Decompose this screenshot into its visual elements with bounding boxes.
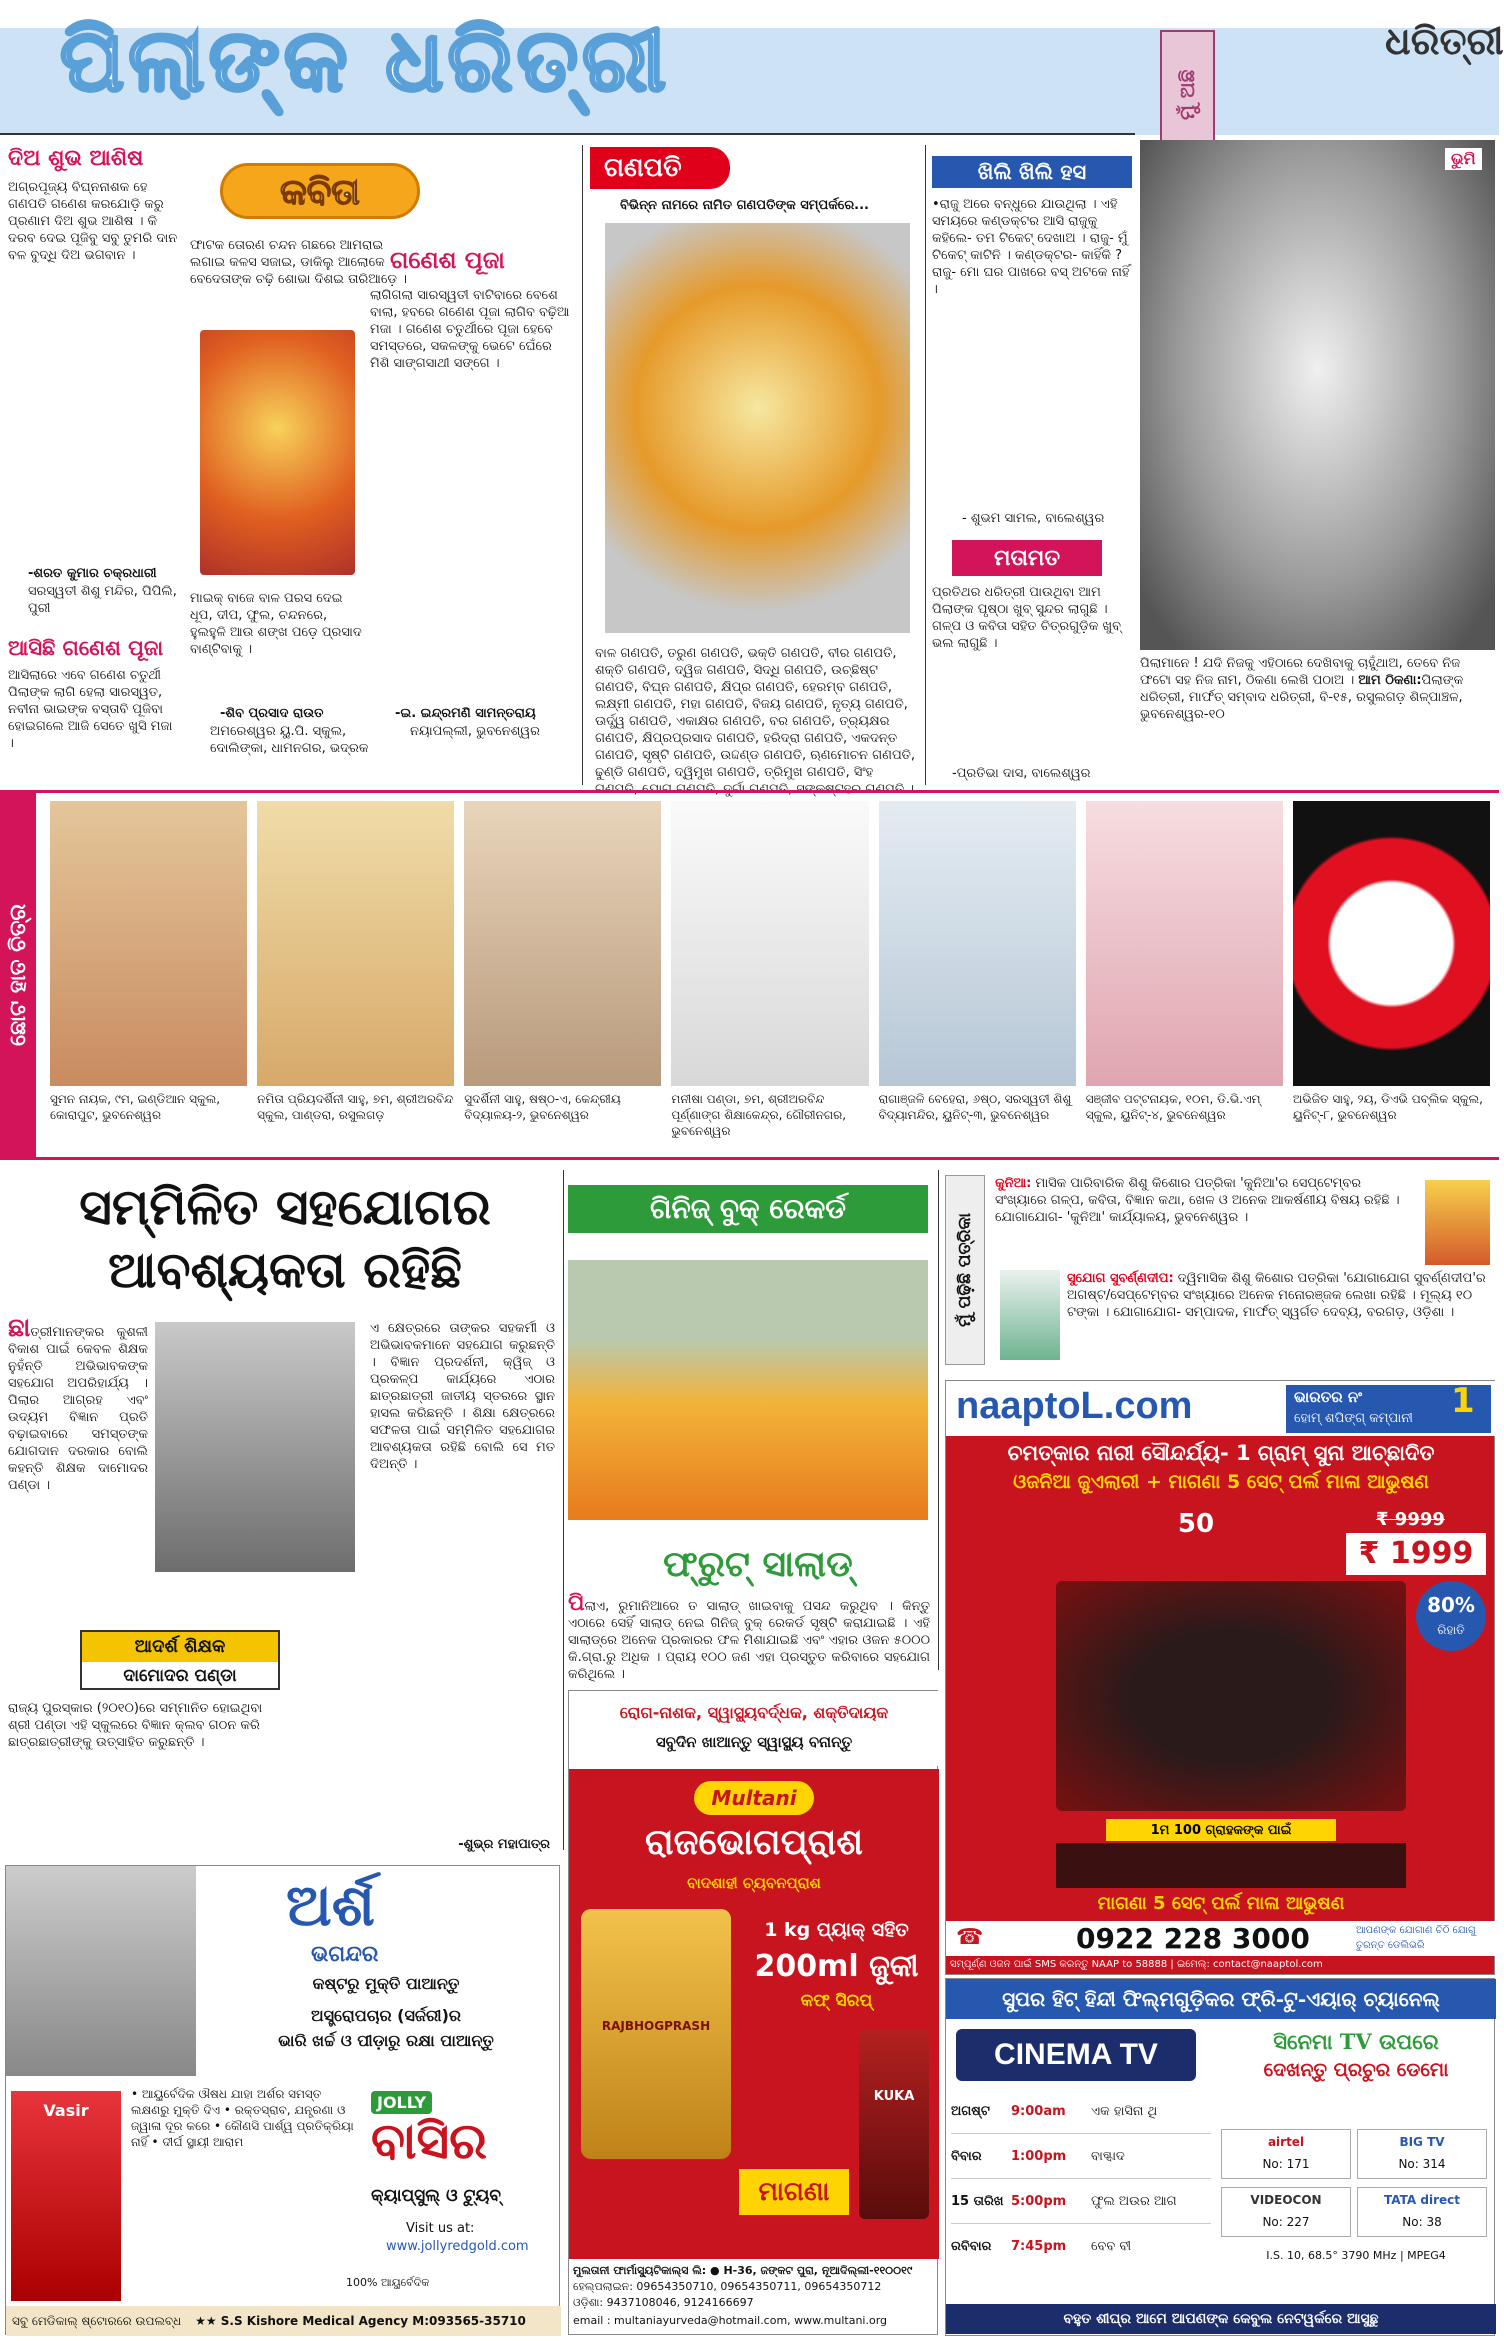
cinema-tagline-2: ଦେଖନ୍ତୁ ପ୍ରଚୁର ଡେମୋ bbox=[1263, 2059, 1449, 2081]
drawing-card bbox=[1293, 801, 1490, 1153]
arsha-line-2: ଅସ୍ତ୍ରୋପଚାର (ସର୍ଜରୀ)ର bbox=[310, 2006, 462, 2025]
multani-top-1: ରୋଗ-ନାଶକ, ସ୍ୱାସ୍ଥ୍ୟବର୍ଦ୍ଧକ, ଶକ୍ତିଦାୟକ bbox=[619, 1703, 889, 1722]
drawing-image bbox=[257, 801, 454, 1086]
naaptol-pearl: ମାଗଣା 5 ସେଟ୍ ପର୍ଲ ମାଳା ଆଭୁଷଣ bbox=[1097, 1893, 1345, 1914]
feature-left-2: ରାଜ୍ୟ ପୁରସ୍କାର (୨୦୧୦)ରେ ସମ୍ମାନିତ ହୋଇଥିବା ଶ୍ରୀ ପଣ୍ଡା ଏହି ସ୍କୁଲରେ ବିଜ୍ଞାନ କ୍ଲବ ଗଠନ କରି ଛାତ୍ରଛାତ୍ରୀଙ୍କୁ ଉତ୍ସାହିତ କରୁଛନ୍ତି । bbox=[8, 1701, 263, 1750]
naaptol-tag-sub: ହୋମ୍ ଶପିଙ୍ଗ୍ କମ୍ପାନୀ bbox=[1294, 1411, 1413, 1426]
naaptol-price: ₹ 1999 bbox=[1358, 1536, 1474, 1571]
masthead-title: ପିଲାଙ୍କ ଧରିତ୍ରୀ bbox=[60, 10, 671, 111]
bhumi-column bbox=[1140, 10, 1495, 785]
schedule-time: 1:00pm bbox=[1011, 2148, 1067, 2164]
naaptol-ad bbox=[945, 1380, 1495, 1975]
blessing-school: ସରସ୍ୱତୀ ଶିଶୁ ମନ୍ଦିର, ପିପିଲି, ପୁରୀ bbox=[28, 584, 177, 616]
drawing-image bbox=[671, 801, 868, 1086]
opinion-banner-label: ମତାମତ bbox=[993, 545, 1061, 571]
naaptol-brand: naaptoL.com bbox=[956, 1385, 1193, 1427]
schedule-day: 15 ତାରିଖ bbox=[951, 2193, 1004, 2209]
poem-column bbox=[190, 145, 578, 785]
feature-byline: -ଶୁଭ୍ର ମହାପାତ୍ର bbox=[458, 1837, 550, 1852]
blessing-author: -ଶରତ କୁମାର ଚକ୍ରଧାରୀ bbox=[28, 566, 157, 581]
channel-name: TATA direct bbox=[1384, 2193, 1460, 2207]
schedule-day: ବିବାର bbox=[951, 2148, 982, 2164]
naaptol-phone[interactable]: 0922 228 3000 bbox=[1076, 1922, 1310, 1955]
cinema-schedule bbox=[951, 2089, 1211, 2279]
drawing-image bbox=[879, 801, 1076, 1086]
opinion-credit: -ପ୍ରତିଭା ଦାସ, ବାଲେଶ୍ୱର bbox=[952, 766, 1091, 781]
blessing-heading: ଦିଅ ଶୁଭ ଆଶିଷ bbox=[8, 145, 144, 171]
multani-jar bbox=[581, 1909, 731, 2159]
arsha-footer-left: ସବୁ ମେଡିକାଲ୍ ଷ୍ଟୋରରେ ଉପଲବ୍ଧ bbox=[12, 2314, 182, 2328]
cinema-freq: I.S. 10, 68.5° 3790 MHz | MPEG4 bbox=[1266, 2249, 1446, 2262]
multani-top bbox=[569, 1691, 939, 1766]
naaptol-offer-bar bbox=[1106, 1819, 1336, 1841]
feature-dropcap: ଛା bbox=[8, 1313, 31, 1343]
schedule-row bbox=[951, 2224, 1211, 2268]
arsha-pack-label: Vasir bbox=[43, 2101, 89, 2120]
drawing-card bbox=[879, 801, 1076, 1153]
multani-help: ହେଲ୍ପଲାଇନ: 09654350710, 09654350711, 09654350712 bbox=[573, 2280, 882, 2293]
drawing-image bbox=[1086, 801, 1283, 1086]
phone-icon: ☎ bbox=[956, 1925, 984, 1950]
poem-subheading: ଗଣେଶ ପୂଜା bbox=[390, 245, 505, 274]
bhumi-caption-lead: ପିଲାମାନେ ! ଯଦି ନିଜକୁ ଏହିଠାରେ ଦେଖିବାକୁ ଚାହୁଁଥାଅ, ତେବେ ନିଜ ଫଟୋ ସହ ନିଜ ନାମ, ଠିକଣା ଲେଖି ପଠାଅ । bbox=[1140, 656, 1461, 688]
arsha-line-1: କଷ୍ଟରୁ ମୁକ୍ତି ପାଆନ୍ତୁ bbox=[312, 1974, 460, 1993]
arsha-visit: Visit us at: bbox=[406, 2221, 475, 2236]
schedule-row bbox=[951, 2179, 1211, 2224]
fun-credit: - ଶୁଭମ ସାମଲ, ବାଲେଶ୍ୱର bbox=[962, 511, 1105, 526]
arsha-form: କ୍ୟାପ୍ସୁଲ୍ ଓ ଟ୍ୟୁବ୍ bbox=[371, 2186, 502, 2206]
subarna-body: ଦ୍ୱିମାସିକ ଶିଶୁ କିଶୋର ପତ୍ରିକା 'ଯୋଗାଯୋଗ ସୁବର୍ଣ୍ଣଦୀପ'ର ଅଗଷ୍ଟ/ସେପ୍ଟେମ୍ବର ସଂଖ୍ୟାରେ ଅନେକ ମନୋରଞ୍ଜକ ଲେଖା ରହିଛି । ମୂଲ୍ୟ ୧୦ ଟଙ୍କା । ଯୋଗାଯୋଗ- ସମ୍ପାଦକ, ମାର୍ଫତ୍ ସ୍ୱର୍ଗତ ଦେବ୍ୟ, ବରଗଡ଼, ଓଡ଼ିଶା । bbox=[1067, 1271, 1486, 1320]
naaptol-phone-bar bbox=[946, 1921, 1496, 1956]
blessing-text: ଅଗ୍ରପୂଜ୍ୟ ବିଘ୍ନନାଶକ ହେ ଗଣପତି ଗଣେଶ କରଯୋଡ଼ି କରୁ ପ୍ରଣାମ ଦିଅ ଶୁଭ ଆଶିଷ । କି ଦରବ ଦେଇ ପୂଜିବୁ ସବୁ ତୁମରି ଦାନ ବଳ ବୁଦ୍ଧି ଦିଅ ଭଗବାନ । bbox=[8, 180, 178, 263]
multani-ad bbox=[568, 1690, 938, 2335]
teacher-name: ଦାମୋଦର ପଣ୍ଡା bbox=[123, 1666, 237, 1686]
schedule-film: ଫୁଲ ଅଉର ଆଗ bbox=[1091, 2193, 1177, 2209]
naaptol-badge bbox=[1286, 1381, 1491, 1433]
cinema-banner-text: ସୁପର ହିଟ୍ ହିନ୍ଦୀ ଫିଲ୍ମଗୁଡ଼ିକର ଫ୍ରି-ଟୁ-ଏୟାର୍ ଚ୍ୟାନେଲ୍ bbox=[1002, 1987, 1440, 2011]
guinness-title: ଫ୍ରୁଟ୍ ସାଲାଡ୍ bbox=[663, 1543, 853, 1585]
fruit-salad-photo bbox=[568, 1260, 928, 1520]
schedule-day: ରବିବାର bbox=[951, 2238, 992, 2254]
multani-offer-1: 1 kg ପ୍ୟାକ୍ ସହିତ bbox=[764, 1919, 909, 1941]
fun-banner-label: ଖିଲି ଖିଲି ହସ bbox=[977, 159, 1087, 184]
ganapati-column bbox=[590, 145, 920, 797]
arsha-brand: ବାସିର bbox=[371, 2111, 487, 2170]
arsha-footer bbox=[6, 2306, 561, 2336]
magazine-label-box bbox=[945, 1175, 985, 1365]
kuni-title: କୁନିଆ: bbox=[995, 1176, 1032, 1191]
multani-offer-2: 200ml ଜୁକୀ bbox=[754, 1949, 919, 1984]
multani-bottle-label: KUKA bbox=[873, 2089, 915, 2104]
poem-banner bbox=[220, 163, 420, 219]
teacher-label: ଆଦର୍ଶ ଶିକ୍ଷକ bbox=[82, 1632, 278, 1662]
naaptol-headline-1: ଚମତ୍କାର ନାରୀ ସୌନ୍ଦର୍ଯ୍ୟ- 1 ଗ୍ରାମ୍ ସୁନା ଆଚ୍ଛାଦିତ bbox=[1007, 1441, 1435, 1465]
feature-left bbox=[8, 1313, 148, 1660]
guinness-text bbox=[568, 1590, 930, 1682]
channel-box bbox=[1357, 2187, 1487, 2237]
feature-article bbox=[0, 1170, 560, 1860]
col-divider-4 bbox=[938, 1170, 939, 1670]
guinness-banner bbox=[568, 1185, 928, 1233]
naaptol-tag-num: 1 bbox=[1451, 1381, 1475, 1421]
bhumi-photo bbox=[1140, 140, 1495, 650]
ganapati-banner-label: ଗଣପତି bbox=[604, 153, 682, 183]
multani-offer-3: କଫ୍ ସିରପ୍ bbox=[800, 1991, 873, 2011]
ganapati-banner bbox=[590, 147, 730, 189]
cinema-banner bbox=[946, 1979, 1496, 2019]
magazine-label: ମୁଁ ପଢ଼ିଛି ପତ୍ରିକା bbox=[955, 1213, 975, 1327]
channel-box bbox=[1357, 2129, 1487, 2179]
multani-panel bbox=[569, 1769, 939, 2259]
multani-bottle bbox=[859, 2029, 929, 2219]
masthead-rule bbox=[0, 133, 1135, 135]
drawing-card bbox=[50, 801, 247, 1153]
cinema-logo: CINEMA TV bbox=[994, 2038, 1158, 2071]
poem-author-1: -ଶିବ ପ୍ରସାଦ ରାଉତ bbox=[220, 706, 324, 721]
schedule-film: ବେବ ବୀ bbox=[1091, 2238, 1132, 2254]
fun-column bbox=[932, 150, 1137, 785]
drawing-image bbox=[464, 801, 661, 1086]
drawing-caption: ରାଗାଞ୍ଜଳି ବେହେରା, ୬ଷ୍ଠ, ସରସ୍ୱତୀ ଶିଶୁ ବିଦ୍ୟାମନ୍ଦିର, ୟୁନିଟ୍-୩, ଭୁବନେଶ୍ୱର bbox=[878, 1092, 1072, 1122]
drawing-caption: ନମିତା ପ୍ରିୟଦର୍ଶିନୀ ସାହୁ, ୭ମ, ଶ୍ରୀଅରବିନ୍ଦ ସ୍କୁଲ, ପାଣ୍ଡରା, ରସୁଲଗଡ଼ bbox=[257, 1092, 454, 1122]
cinema-channels bbox=[1221, 2129, 1491, 2239]
gallery-label: ଛୋଟ ହାତ ଚିତ୍ର bbox=[5, 903, 31, 1047]
arsha-model-photo bbox=[6, 1866, 196, 2076]
naaptol-sets: 50 bbox=[1177, 1509, 1215, 1539]
teacher-nameplate bbox=[80, 1630, 280, 1690]
schedule-time: 9:00am bbox=[1011, 2103, 1066, 2119]
subarna-cover bbox=[1000, 1270, 1060, 1360]
feature-title-2: ଆବଶ୍ୟକତା ରହିଛି bbox=[108, 1240, 462, 1299]
arsha-ayur: 100% ଆୟୁର୍ବେଦିକ bbox=[346, 2276, 430, 2289]
arsha-footer-right: ★★ S.S Kishore Medical Agency M:093565-35710 bbox=[195, 2314, 526, 2328]
kuni-text bbox=[995, 1175, 1415, 1265]
multani-maker: ମୁଲତାନୀ ଫାର୍ମାସ୍ୟୁଟିକାଲ୍ସ ଲି: ● H-36, ଜଙ୍କଟ ପୁରା, ନୂଆଦିଲ୍ଲୀ-୧୧୦୦୧୯ bbox=[573, 2264, 913, 2277]
coming-heading: ଆସିଛି ଗଣେଶ ପୂଜା bbox=[8, 635, 164, 660]
cinema-logo-box bbox=[956, 2029, 1196, 2081]
multani-odisha: ଓଡ଼ିଶା: 9437108046, 9124166697 bbox=[573, 2296, 754, 2309]
poem-school-1: ଅମରେଶ୍ୱର ୟୁ.ପି. ସ୍କୁଲ, ଦୋଲିଙ୍କା, ଧାମନଗର, ଭଦ୍ରକ bbox=[210, 724, 369, 756]
drawing-caption: ଅଭିଜିତ ସାହୁ, ୨ୟ, ଡିଏଭି ପବ୍ଲିକ ସ୍କୁଲ, ୟୁନିଟ୍-୮, ଭୁବନେଶ୍ୱର bbox=[1292, 1092, 1483, 1122]
bhumi-ribbon-text: ମୁଁ ଅଛି bbox=[1175, 69, 1199, 121]
kuni-cover bbox=[1425, 1180, 1490, 1265]
bhumi-caption-bold: ଆମ ଠିକଣା: bbox=[1358, 673, 1422, 688]
schedule-time: 5:00pm bbox=[1011, 2193, 1067, 2209]
schedule-film: ଏକ ହାସିନା ଥି bbox=[1091, 2103, 1158, 2119]
naaptol-phone-side: ଆପଣଙ୍କ ଯୋଗାଣ ଚିଠି ଯୋଗୁ ତୁରନ୍ତ ଡେଲିଭରି bbox=[1356, 1925, 1476, 1951]
opinion-text: ପ୍ରତିଥର ଧରିତ୍ରୀ ପାଉଥିବା ଆମ ପିଲାଙ୍କ ପୃଷ୍ଠା ଖୁବ୍ ସୁନ୍ଦର ଲାଗୁଛି । ଗଳ୍ପ ଓ କବିତା ସହିତ ଚିତ୍ରଗୁଡ଼ିକ ଖୁବ୍ ଭଲ ଲାଗୁଛି । bbox=[932, 585, 1122, 651]
naaptol-headline-2: ଓଜନିଆ ଜୁଏଲାରୀ + ମାଗଣା 5 ସେଟ୍ ପର୍ଲ ମାଳା ଆଭୁଷଣ bbox=[1013, 1471, 1429, 1493]
subarna-title: ସୁଯୋଗ ସୁବର୍ଣ୍ଣଦୀପ: bbox=[1067, 1271, 1174, 1286]
naaptol-tag-top: ଭାରତର ନଂ bbox=[1294, 1388, 1363, 1406]
arsha-jolly: JOLLY bbox=[371, 2091, 432, 2114]
naaptol-sets-badge bbox=[1166, 1509, 1226, 1549]
multani-sub: ବାଦଶାହୀ ଚ୍ୟବନପ୍ରାଶ bbox=[687, 1874, 821, 1892]
fun-banner bbox=[932, 156, 1132, 188]
channel-number: No: 171 bbox=[1262, 2157, 1310, 2171]
feature-mid: ଏ କ୍ଷେତ୍ରରେ ତାଙ୍କର ସହକର୍ମୀ ଓ ଅଭିଭାବକମାନେ ସହଯୋଗ କରୁଛନ୍ତି । ବିଜ୍ଞାନ ପ୍ରଦର୍ଶନୀ, କ୍ୱିଜ୍ ଓ ପ୍ରକଳ୍ପ କାର୍ଯ୍ୟରେ ଏଠାର ଛାତ୍ରଛାତ୍ରୀ ଜାତୀୟ ସ୍ତରରେ ସ୍ଥାନ ହାସଲ କରିଛନ୍ତି । ଶିକ୍ଷା କ୍ଷେତ୍ରରେ ସଫଳତା ପାଇଁ ସମ୍ମିଳିତ ସହଯୋଗର ଆବଶ୍ୟକତା ରହିଛି ବୋଲି ସେ ମତ ଦିଅନ୍ତି । bbox=[370, 1321, 555, 1472]
col-divider-2 bbox=[925, 145, 926, 785]
naaptol-old-price: ₹ 9999 bbox=[1376, 1509, 1445, 1530]
kuni-body: ମାସିକ ପାରିବାରିକ ଶିଶୁ କିଶୋର ପତ୍ରିକା 'କୁନିଆ'ର ସେପ୍ଟେମ୍ବର ସଂଖ୍ୟାରେ ଗଳ୍ପ, କବିତା, ବିଜ୍ଞାନ କଥା, ଖେଳ ଓ ଅନେକ ଆକର୍ଷଣୀୟ ବିଷୟ ରହିଛି । ଯୋଗାଯୋଗ- 'କୁନିଆ' କାର୍ଯ୍ୟାଳୟ, ଭୁବନେଶ୍ୱର । bbox=[995, 1176, 1400, 1225]
arsha-bullets: • ଆୟୁର୍ବେଦିକ ଔଷଧ ଯାହା ଅର୍ଶର ସମସ୍ତ ଲକ୍ଷଣରୁ ମୁକ୍ତି ଦିଏ • ରକ୍ତସ୍ରାବ, ଯନ୍ତ୍ରଣା ଓ ଜ୍ୱାଳା ଦୂର କରେ • କୌଣସି ପାର୍ଶ୍ୱ ପ୍ରତିକ୍ରିୟା ନାହିଁ • ଦୀର୍ଘ ସ୍ଥାୟୀ ଆରାମ bbox=[131, 2087, 354, 2149]
drawing-caption: ମନୀଷା ପଣ୍ଡା, ୭ମ, ଶ୍ରୀଅରବିନ୍ଦ ପୂର୍ଣ୍ଣାଙ୍ଗ ଶିକ୍ଷାକେନ୍ଦ୍ର, ଗୌରୀନଗର, ଭୁବନେଶ୍ୱର bbox=[671, 1092, 847, 1138]
col-divider-3 bbox=[563, 1170, 564, 1850]
poem-bottom: ମାଇକ୍ ବାଜେ ବାଳ ପରସ ଦେଇ ଧୂପ, ଦୀପ, ଫୁଲ, ଚନ୍ଦନରେ, ହୁଲହୁଳି ଆଉ ଶଙ୍ଖ ପଡ଼େ ପ୍ରସାଦ ବାଣ୍ଟିବାକୁ । bbox=[190, 591, 362, 657]
ganesha-illustration bbox=[200, 330, 355, 575]
multani-top-2: ସବୁଦିନ ଖାଆନ୍ତୁ ସ୍ୱାସ୍ଥ୍ୟ ବନାନ୍ତୁ bbox=[655, 1733, 853, 1751]
channel-name: BIG TV bbox=[1399, 2135, 1445, 2149]
schedule-row bbox=[951, 2134, 1211, 2179]
naaptol-footer: ସମ୍ପୂର୍ଣ୍ଣ ଓଜନ ପାଇଁ SMS କରନ୍ତୁ NAAP to 58888 | ଇମେଲ୍: contact@naaptol.com bbox=[950, 1959, 1323, 1970]
drawing-caption: ସଞ୍ଜୀବ ପଟ୍ଟନାୟକ, ୧୦ମ, ଡି.ଭି.ଏମ୍ ସ୍କୁଲ, ୟୁନିଟ୍-୪, ଭୁବନେଶ୍ୱର bbox=[1085, 1092, 1261, 1122]
ganapati-subtitle: ବିଭିନ୍ନ ନାମରେ ନାମିତ ଗଣପତିଙ୍କ ସମ୍ପର୍କରେ... bbox=[620, 198, 869, 213]
poem-intro: ଫାଟକ ତୋରଣ ଚନ୍ଦନ ଗଛରେ ଆମରାଇ ଲଗାଇ କଳସ ସଜାଇ, ଡାକିଲୁ ଆଲୋକେ ବେଦେତାଙ୍କ ଚଢ଼ି ଶୋଭା ଦିଶଇ ତାରିଆଡ଼େ । bbox=[190, 238, 407, 287]
schedule-day: ଅଗଷ୍ଟ bbox=[951, 2103, 990, 2119]
subarna-text bbox=[1067, 1270, 1492, 1370]
cinema-tagline-1: ସିନେମା TV ଉପରେ bbox=[1273, 2029, 1439, 2054]
channel-name: airtel bbox=[1267, 2135, 1305, 2149]
schedule-time: 7:45pm bbox=[1011, 2238, 1067, 2254]
naaptol-discount-value: 80% bbox=[1427, 1593, 1475, 1617]
multani-free: ମାଗଣା bbox=[739, 2169, 849, 2215]
guinness-body: ଲାଏ, ରୁମାନିଆରେ ତ ସାଲାଡ୍ ଖାଇବାକୁ ପସନ୍ଦ କରୁଥିବ । କିନ୍ତୁ ଏଠାରେ ସେହିଁ ସାଲାଡ୍ ନେଇ ଗିନିଜ୍ ବୁକ୍ ରେକର୍ଡ ସୃଷ୍ଟି କରାଯାଇଛି । ଏହି ସାଲାଡ୍ରେ ଅନେକ ପ୍ରକାରର ଫଳ ମିଶାଯାଇଛି ଏବଂ ଏହାର ଓଜନ ୫୦୦୦ କି.ଗ୍ରା.ରୁ ଅଧିକ । ପ୍ରାୟ ୧୦୦ ଜଣ ଏହା ପ୍ରସ୍ତୁତ କରିବାରେ ସହଯୋଗ କରିଥିଲେ । bbox=[568, 1599, 930, 1682]
jewellery-display bbox=[1056, 1581, 1406, 1811]
naaptol-offer-sub: 1ମ 100 ଗ୍ରାହକଙ୍କ ପାଇଁ bbox=[1150, 1823, 1292, 1838]
naaptol-price-box bbox=[1346, 1533, 1486, 1575]
multani-email[interactable]: email : multaniayurveda@hotmail.com, www.multani.org bbox=[573, 2314, 888, 2327]
bhumi-caption bbox=[1140, 655, 1495, 755]
schedule-row bbox=[951, 2089, 1211, 2134]
feature-left-text: ତ୍ରୀମାନଙ୍କର କୁଶଳୀ ବିକାଶ ପାଇଁ କେବଳ ଶିକ୍ଷକ ନୁହଁନ୍ତି ଅଭିଭାବକଙ୍କ ସହଯୋଗ ଅପରିହାର୍ଯ୍ୟ । ପିଲାର ଆଗ୍ରହ ଏବଂ ଉଦ୍ୟମ ବିଜ୍ଞାନ ପ୍ରତି ବଢ଼ାଇବାରେ ସମସ୍ତଙ୍କ ଯୋଗଦାନ ଦରକାର ବୋଲି କହନ୍ତି ଶିକ୍ଷକ ଦାମୋଦର ପଣ୍ଡା । bbox=[8, 1325, 148, 1493]
multani-product: ରାଜଭୋଗପ୍ରାଶ bbox=[644, 1821, 864, 1863]
pearl-strip bbox=[1056, 1843, 1406, 1888]
bhumi-tag: ଭୁମି bbox=[1445, 148, 1482, 170]
bhumi-caption-tail: ପିଲାଙ୍କ ଧରିତ୍ରୀ, ମାର୍ଫତ୍ ସମ୍ବାଦ ଧରିତ୍ରୀ, ବି-୧୫, ରସୁଲଗଡ଼ ଶିଳ୍ପାଞ୍ଚଳ, ଭୁବନେଶ୍ୱର-୧୦ bbox=[1140, 673, 1464, 722]
blessing-column bbox=[8, 145, 183, 785]
channel-number: No: 314 bbox=[1398, 2157, 1446, 2171]
gallery bbox=[0, 790, 1499, 1160]
opinion-banner-box bbox=[952, 540, 1102, 576]
guinness-column bbox=[568, 1175, 933, 1680]
multani-jar-label: RAJBHOGPRASH bbox=[601, 2019, 711, 2033]
channel-number: No: 227 bbox=[1262, 2215, 1310, 2229]
naaptol-discount-sub: ରିହାତି bbox=[1437, 1623, 1465, 1637]
cinema-footer: ବହୁତ ଶୀଘ୍ର ଆମେ ଆପଣଙ୍କ କେବୁଲ ନେଟୱର୍କରେ ଆସୁଛୁ bbox=[946, 2304, 1496, 2334]
gallery-strip bbox=[50, 801, 1490, 1153]
fun-text: •ରାଜୁ ଅରେ ବନ୍ଧୁରେ ଯାଉଥିଲା । ଏହି ସମୟରେ କଣ୍ଡକ୍ଟର ଆସି ରାଜୁକୁ କହିଲେ- ତମ ଟିକେଟ୍ ଦେଖାଅ । ରାଜୁ- ମୁଁ ଟିକେଟ୍ କାଟିନି । କଣ୍ଡକ୍ଟର- କାହିଁକି ? ରାଜୁ- ମୋ ଘର ପାଖରେ ବସ୍ ଅଟକେ ନାହିଁ । bbox=[932, 197, 1130, 297]
arsha-ad bbox=[5, 1865, 560, 2335]
drawing-card bbox=[1086, 801, 1283, 1153]
poem-school-2: ନୟାପଲ୍ଲୀ, ଭୁବନେଶ୍ୱର bbox=[410, 724, 540, 739]
arsha-line-3: ଭାରି ଖର୍ଚ୍ଚ ଓ ପୀଡ଼ାରୁ ରକ୍ଷା ପାଆନ୍ତୁ bbox=[278, 2031, 494, 2050]
poem-author-2: -ଇ. ଇନ୍ଦ୍ରମଣି ସାମନ୍ତରାୟ bbox=[395, 706, 536, 721]
ganapati-names: ବାଳ ଗଣପତି, ତରୁଣ ଗଣପତି, ଭକ୍ତି ଗଣପତି, ବୀର ଗଣପତି, ଶକ୍ତି ଗଣପତି, ଦ୍ୱିଜ ଗଣପତି, ସିଦ୍ଧି ଗଣପତି, ଉଚ୍ଛିଷ୍ଟ ଗଣପତି, ବିଘ୍ନ ଗଣପତି, କ୍ଷିପ୍ର ଗଣପତି, ହେରମ୍ବ ଗଣପତି, ଲକ୍ଷ୍ମୀ ଗଣପତି, ମହା ଗଣପତି, ବିଜୟ ଗଣପତି, ନୃତ୍ୟ ଗଣପତି, ଊର୍ଦ୍ଧ୍ୱ ଗଣପତି, ଏକାକ୍ଷର ଗଣପତି, ବର ଗଣପତି, ତ୍ର୍ୟକ୍ଷର ଗଣପତି, କ୍ଷିପ୍ରପ୍ରସାଦ ଗଣପତି, ହରିଦ୍ରା ଗଣପତି, ଏକଦନ୍ତ ଗଣପତି, ସୃଷ୍ଟି ଗଣପତି, ଉଦ୍ଦଣ୍ଡ ଗଣପତି, ଋଣମୋଚନ ଗଣପତି, ଢୁଣ୍ଡି ଗଣପତି, ଦ୍ୱିମୁଖ ଗଣପତି, ତ୍ରିମୁଖ ଗଣପତି, ସିଂହ ଗଣପତି, ଯୋଗ ଗଣପତି, ଦୁର୍ଗା ଗଣପତି, ସଙ୍କଷ୍ଟହର ଗଣପତି । bbox=[595, 646, 916, 797]
drawing-card bbox=[671, 801, 868, 1153]
guinness-banner-label: ଗିନିଜ୍ ବୁକ୍ ରେକର୍ଡ bbox=[649, 1192, 847, 1225]
drawing-caption: ସୁଦର୍ଶିନୀ ସାହୁ, ଷଷ୍ଠ-ଏ, କେନ୍ଦ୍ରୀୟ ବିଦ୍ୟାଳୟ-୨, ଭୁବନେଶ୍ୱର bbox=[464, 1092, 621, 1122]
teacher-photo bbox=[155, 1322, 355, 1572]
arsha-pack bbox=[11, 2091, 121, 2301]
cinema-ad bbox=[945, 1978, 1495, 2336]
naaptol-discount bbox=[1416, 1581, 1486, 1651]
channel-box bbox=[1221, 2129, 1351, 2179]
naaptol-header bbox=[946, 1381, 1496, 1436]
coming-text: ଆସିଲାରେ ଏବେ ଗଣେଶ ଚତୁର୍ଥୀ ପିଲାଙ୍କ ଲାଗି ହେଲା ସାରସ୍ୱତ, ନବୀନା ଭାଇଙ୍କ ବସ୍ତାବି ପୂଜିବା ହୋଇଗଲେ ଆଜି ସେତେ ଖୁସି ମଜା । bbox=[8, 668, 173, 751]
drawing-caption: ସୁମନ ନାୟକ, ୯ମ, ଇଣ୍ଡିଆନ ସ୍କୁଲ, କୋରାପୁଟ, ଭୁବନେଶ୍ୱର bbox=[50, 1092, 221, 1122]
drawing-image bbox=[1293, 801, 1490, 1086]
drawing-card bbox=[464, 801, 661, 1153]
channel-name: VIDEOCON bbox=[1250, 2193, 1322, 2207]
feature-title-1: ସମ୍ମିଳିତ ସହଯୋଗର bbox=[79, 1177, 491, 1236]
ganapati-image bbox=[605, 223, 910, 633]
drawing-card bbox=[257, 801, 454, 1153]
gallery-label-box bbox=[0, 793, 36, 1157]
poem-body: ଲାଗିଗଲା ସାରସ୍ୱତୀ ବାଟିବାରେ ବେଶେ ବାଲା, ହବରେ ଗଣେଶ ପୂଜା ଲାଗିବ ବଢ଼ିଆ ମଜା । ଗଣେଶ ଚତୁର୍ଥୀରେ ପୂଜା ହେବେ ସମସ୍ତରେ, ସକଳଙ୍କୁ ଭେଟେ ଘେଁରେ ମିଶି ସାଙ୍ଗସାଥୀ ସଙ୍ଗେ । bbox=[370, 288, 570, 371]
magazine-column bbox=[945, 1175, 1495, 1375]
arsha-url[interactable]: www.jollyredgold.com bbox=[386, 2239, 529, 2254]
arsha-sub: ଭଗନ୍ଦର bbox=[311, 1941, 379, 1967]
channel-number: No: 38 bbox=[1402, 2215, 1442, 2229]
col-divider-1 bbox=[582, 145, 583, 785]
guinness-dropcap: ପି bbox=[568, 1590, 585, 1616]
schedule-film: ବାଗ୍ଦାଦ bbox=[1091, 2148, 1125, 2164]
multani-brand: Multani bbox=[694, 1781, 814, 1815]
drawing-image bbox=[50, 801, 247, 1086]
poem-banner-label: କବିତା bbox=[280, 171, 360, 213]
masthead-logo: ଧରିତ୍ରୀ bbox=[1385, 18, 1504, 63]
arsha-title: ଅର୍ଶ bbox=[286, 1871, 375, 1939]
channel-box bbox=[1221, 2187, 1351, 2237]
